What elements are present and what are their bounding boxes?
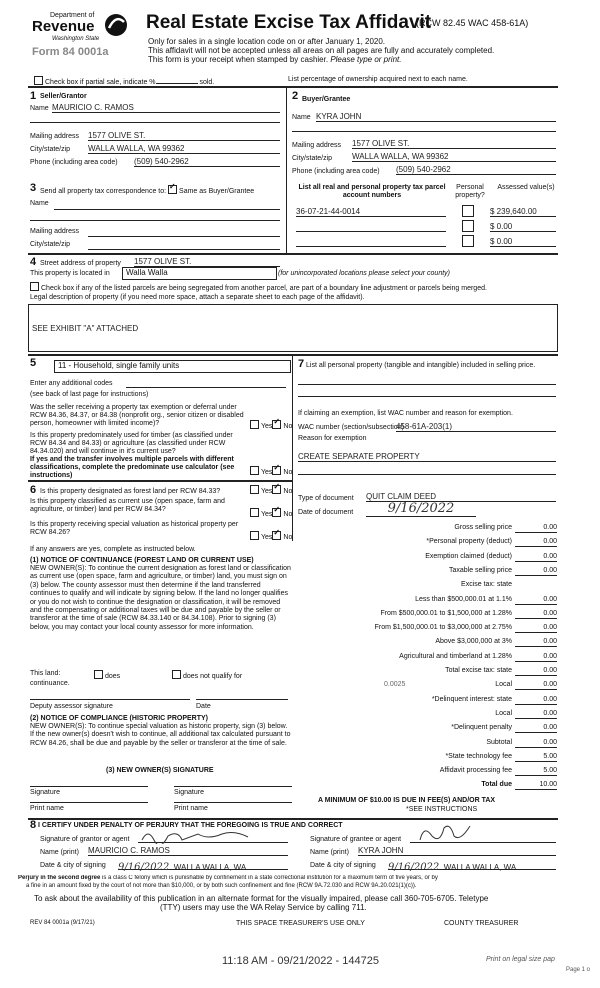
tax-row-value[interactable]: 0.00: [515, 538, 557, 547]
historic-no-checkbox[interactable]: [272, 531, 281, 540]
local-rate: 0.0025: [384, 681, 406, 688]
sec3-text: Send all property tax correspondence to: ✓ Same as Buyer/Grantee: [40, 185, 254, 196]
reason-label: Reason for exemption: [298, 435, 367, 442]
current-use-no-checkbox[interactable]: [272, 508, 281, 517]
q2-no-checkbox[interactable]: [272, 466, 281, 475]
exempt-label: If claiming an exemption, list WAC number and reason for exemption.: [298, 410, 513, 417]
parcel-acct-2[interactable]: [296, 222, 446, 232]
owner-print-label-2: Print name: [174, 805, 208, 812]
parcel-acct-3[interactable]: [296, 237, 446, 247]
tax-row-value[interactable]: 0.00: [515, 524, 557, 533]
seller-city-label: City/state/zip: [30, 146, 71, 153]
grantee-print-name[interactable]: KYRA JOHN: [358, 846, 556, 856]
tax-row-label: Less than $500,000.01 at 1.1%: [415, 596, 512, 603]
perjury-line2: a fine in an amount fixed by the court of not more than $10,000, or by both such confinement and fine (RCW 9A.72.030 and RCW 9A.20.021(1)(c)).: [26, 883, 417, 889]
sec6-q3-answer: Yes✓ No: [250, 531, 292, 542]
header-note1: Only for sales in a single location code on or after January 1, 2020.: [148, 37, 386, 46]
legal-description-box[interactable]: [28, 304, 558, 352]
form-number: Form 84 0001a: [32, 46, 109, 58]
tax-row-value[interactable]: 10.00: [515, 781, 557, 790]
form-rcw: (RCW 82.45 WAC 458-61A): [416, 18, 529, 28]
recording-stamp: 11:18 AM - 09/21/2022 - 144725: [222, 955, 379, 967]
tax-row-label: Local: [495, 681, 512, 688]
legal-description: SEE EXHIBIT "A" ATTACHED: [32, 324, 139, 333]
tax-row-label: *Personal property (deduct): [426, 538, 512, 545]
q1-yes-checkbox[interactable]: [250, 420, 259, 429]
sec3-mail-label: Mailing address: [30, 228, 80, 235]
perjury-line: Perjury in the second degree is a class C felony which is punishable by confinement in a state correctional institution for a maximum term of five years, or by: [18, 875, 438, 881]
q2-yes-checkbox[interactable]: [250, 466, 259, 475]
buyer-name-label: Name: [292, 114, 311, 121]
owner-signature-label-1: Signature: [30, 789, 60, 796]
tax-row-label: Total excise tax: state: [445, 667, 512, 674]
sec2-number: 2: [292, 90, 299, 102]
grantor-city: WALLA WALLA, WA: [173, 863, 247, 872]
located-label: This property is located in: [30, 270, 110, 277]
county-select[interactable]: Walla Walla: [122, 267, 277, 280]
tax-row-value[interactable]: 0.00: [515, 739, 557, 748]
incorp-note: (for unincorporated locations please select your county): [278, 270, 450, 277]
grantor-sig-label: Signature of grantor or agent: [40, 836, 130, 843]
minimum-notice: A MINIMUM OF $10.00 IS DUE IN FEE(S) AND/OR TAX: [318, 797, 496, 804]
wac-label: WAC number (section/subsection): [298, 424, 404, 431]
sec1-number: 1: [30, 90, 37, 102]
dor-logo-icon: [104, 12, 128, 38]
tax-row-label: *State technology fee: [445, 753, 512, 760]
seller-phone-label: Phone (including area code): [30, 159, 118, 166]
same-as-buyer-checkbox[interactable]: [168, 185, 177, 194]
sec4-number: 4: [30, 256, 37, 268]
sec6-q3: Is this property receiving special valuation as historical property per RCW 84.26?: [30, 521, 239, 536]
tax-row-value[interactable]: 0.00: [515, 553, 557, 562]
partial-sale-checkbox[interactable]: [34, 76, 43, 85]
doc-type-label: Type of document: [298, 495, 354, 502]
grantee-date-city[interactable]: [388, 857, 556, 873]
grantee-date: 9/16/2022: [388, 862, 440, 873]
header-note3: This form is your receipt when stamped by cashier. Please type or print.: [148, 55, 402, 64]
personal-checkbox-3[interactable]: [462, 235, 474, 247]
sec6-q2-answer: Yes✓ No: [250, 508, 292, 519]
tax-row-label: Subtotal: [486, 739, 512, 746]
sec5-number: 5: [30, 357, 37, 369]
codes-label: Enter any additional codes: [30, 380, 113, 387]
buyer-name[interactable]: KYRA JOHN: [316, 112, 556, 122]
codes-note: (see back of last page for instructions): [30, 391, 149, 398]
tax-row-label: Affidavit processing fee: [439, 767, 512, 774]
sec6-number: 6: [30, 484, 37, 496]
tax-row-value[interactable]: 5.00: [515, 753, 557, 762]
personal-checkbox-1[interactable]: [462, 205, 474, 217]
wac-number[interactable]: 458-61A-203(1): [396, 422, 556, 432]
buyer-mail[interactable]: 1577 OLIVE ST.: [352, 139, 556, 149]
personal-checkbox-2[interactable]: [462, 220, 474, 232]
partial-sale-row: Check box if partial sale, indicate % sold.: [34, 76, 214, 87]
sec6-q1: Is this property designated as forest land per RCW 84.33?: [40, 488, 221, 495]
tax-row-value[interactable]: 0.00: [515, 596, 557, 605]
seller-heading: Seller/Grantor: [40, 93, 87, 100]
grantee-city: WALLA WALLA, WA: [443, 863, 517, 872]
tax-row-value[interactable]: 0.00: [515, 610, 557, 619]
land-use-select[interactable]: 11 - Household, single family units: [54, 360, 291, 373]
parcel-value-2[interactable]: $ 0.00: [490, 222, 556, 232]
grantor-date: 9/16/2022: [118, 862, 170, 873]
sec3-name-label: Name: [30, 200, 49, 207]
tax-row-value[interactable]: 0.00: [515, 724, 557, 733]
notice1-heading: (1) NOTICE OF CONTINUANCE (FOREST LAND OR CURRENT USE): [30, 557, 254, 564]
sec5-q1-answer: Yes✓ No: [250, 420, 292, 431]
assessed-header: Assessed value(s): [497, 184, 555, 191]
does-checkbox[interactable]: [94, 670, 103, 679]
forest-no-checkbox[interactable]: [272, 485, 281, 494]
parcel-header: List all real and personal property tax parcel account numbers: [298, 184, 446, 199]
buyer-phone[interactable]: (509) 540-2962: [396, 165, 556, 175]
sec6-q2: Is this property classified as current use (open space, farm and agriculture, or timber) land per RCW 84.34?: [30, 498, 225, 513]
seller-city[interactable]: WALLA WALLA, WA 99362: [88, 144, 280, 154]
notice2-heading: (2) NOTICE OF COMPLIANCE (HISTORIC PROPERTY): [30, 715, 208, 722]
tax-row-label: Above $3,000,000 at 3%: [435, 638, 512, 645]
segregated-row: Check box if any of the listed parcels are being segregated from another parcel, are part of a boundary line adjustment or parcels being merged.: [30, 282, 487, 293]
grantee-date-label: Date & city of signing: [310, 862, 376, 869]
sec3-city-label: City/state/zip: [30, 241, 71, 248]
doc-date[interactable]: 9/16/2022: [366, 502, 476, 517]
grantor-date-label: Date & city of signing: [40, 862, 106, 869]
county-treasurer: COUNTY TREASURER: [444, 920, 519, 927]
sec5-q2b: If yes and the transfer involves multiple parcels with different classifications, complete the predominate use calculator (see instructions): [30, 456, 235, 479]
does-not-checkbox[interactable]: [172, 670, 181, 679]
buyer-phone-label: Phone (including area code): [292, 168, 380, 175]
parcel-acct-1[interactable]: 36-07-21-44-0014: [296, 207, 446, 217]
tax-row-label: Agricultural and timberland at 1.28%: [399, 653, 512, 660]
sec5-q1: Was the seller receiving a property tax exemption or deferral under RCW 84.36, 84.37, or 84.38 (nonprofit org., senior citizen or disabled person, homeowner with limited income)?: [30, 404, 244, 427]
deputy-label: Deputy assessor signature: [30, 703, 113, 710]
grantor-name-label: Name (print): [40, 849, 79, 856]
street-address[interactable]: 1577 OLIVE ST.: [134, 257, 280, 267]
street-label: Street address of property: [40, 260, 121, 267]
current-use-yes-checkbox[interactable]: [250, 508, 259, 517]
dept-line3: Washington State: [52, 36, 100, 42]
tty-line: (TTY) users may use the WA Relay Service by calling 711.: [160, 903, 367, 912]
grantor-date-city[interactable]: [118, 857, 288, 873]
see-instructions: *SEE INSTRUCTIONS: [406, 806, 478, 813]
grantee-name-label: Name (print): [310, 849, 349, 856]
deputy-date-label: Date: [196, 703, 211, 710]
seller-name[interactable]: MAURICIO C. RAMOS: [52, 103, 280, 113]
buyer-city-label: City/state/zip: [292, 155, 333, 162]
doc-type[interactable]: QUIT CLAIM DEED: [366, 492, 556, 502]
sec7-text: List all personal property (tangible and intangible) included in selling price.: [306, 362, 536, 369]
sec5-q2a: Is this property predominately used for timber (as classified under RCW 84.34 and 84.33) or agriculture (as classified under RCW 84.34.020) and will continue in it's current use?: [30, 432, 233, 455]
seller-mail[interactable]: 1577 OLIVE ST.: [88, 131, 280, 141]
tax-row-label: From $500,000.01 to $1,500,000 at 1.28%: [380, 610, 512, 617]
forest-yes-checkbox[interactable]: [250, 485, 259, 494]
seller-phone[interactable]: (509) 540-2962: [134, 157, 280, 167]
tax-row-value[interactable]: 0.00: [515, 710, 557, 719]
tax-row-value[interactable]: 5.00: [515, 767, 557, 776]
buyer-city[interactable]: WALLA WALLA, WA 99362: [352, 152, 556, 162]
dor-logo: [30, 12, 130, 66]
grantor-signature[interactable]: [138, 828, 288, 843]
buyer-heading: Buyer/Grantee: [302, 96, 351, 103]
sec7-number: 7: [298, 358, 305, 370]
sec6-ifany: If any answers are yes, complete as instructed below.: [30, 546, 196, 553]
doesnot-option: does not qualify for: [172, 670, 242, 681]
sec3-number: 3: [30, 182, 37, 194]
grantee-signature[interactable]: [410, 822, 556, 843]
tax-row-label: Local: [495, 710, 512, 717]
buyer-mail-label: Mailing address: [292, 142, 342, 149]
exemption-reason[interactable]: CREATE SEPARATE PROPERTY: [298, 452, 556, 462]
form-title: Real Estate Excise Tax Affidavit: [146, 12, 432, 33]
tax-row-value[interactable]: 0.00: [515, 624, 557, 633]
does-option: does: [94, 670, 120, 681]
tax-row-label: *Delinquent penalty: [451, 724, 512, 731]
tax-row-value[interactable]: 0.00: [515, 653, 557, 662]
tax-row-label: Excise tax: state: [461, 581, 512, 588]
segregated-checkbox[interactable]: [30, 282, 39, 291]
land-label: This land:: [30, 670, 61, 677]
dept-line2: Revenue: [32, 18, 95, 35]
ownership-note: List percentage of ownership acquired next to each name.: [288, 76, 468, 83]
dept-line1: Department of: [50, 12, 95, 19]
tax-row-value[interactable]: 0.00: [515, 638, 557, 647]
doc-date-label: Date of document: [298, 509, 354, 516]
rev-number: REV 84 0001a (9/17/21): [30, 920, 95, 926]
seller-name-label: Name: [30, 105, 49, 112]
tax-row-label: *Delinquent interest: state: [431, 696, 512, 703]
treasurer-use: THIS SPACE TREASURER'S USE ONLY: [236, 920, 365, 927]
availability-line: To ask about the availability of this publication in an alternate format for the visually impaired, please call 360-705-6705. Teletype: [34, 894, 489, 903]
tax-row-label: Total due: [481, 781, 512, 788]
historic-yes-checkbox[interactable]: [250, 531, 259, 540]
owner-signature-label-2: Signature: [174, 789, 204, 796]
notice2-body: NEW OWNER(S): To continue special valuation as historic property, sign (3) below. If the new owner(s) doesn't wish to continue, all additional tax calculated pursuant to RCW 84.26, shall be due and payable by the seller or transferor at the time of sale.: [30, 723, 291, 747]
notice1-body: NEW OWNER(S): To continue the current designation as forest land or classification as current use (open space, farm and agriculture, or timber) land, you must sign on (3) below. The county assessor must then determine if the land transferred continues to qualify and will indicate by signing below. If the land no longer qualifies or you do not wish to continue the designation or classification, it will be removed and the compensating or additional taxes will be due and payable by the seller or transferor at the time of sale (RCW 84.33.140 or 84.34.108). Prior to signing (3) below, you may contact your local county assessor for more information.: [30, 565, 291, 631]
seller-mail-label: Mailing address: [30, 133, 80, 140]
parcel-value-1[interactable]: $ 239,640.00: [490, 207, 556, 217]
sec6-q1-answer: Yes✓ No: [250, 485, 292, 496]
parcel-value-3[interactable]: $ 0.00: [490, 237, 556, 247]
notice3-heading: (3) NEW OWNER(S) SIGNATURE: [106, 767, 214, 774]
tax-row-value[interactable]: 0.00: [515, 696, 557, 705]
tax-row-label: From $1,500,000.01 to $3,000,000 at 2.75%: [374, 624, 512, 631]
tax-row-value[interactable]: 0.00: [515, 667, 557, 676]
tax-row-value[interactable]: 0.00: [515, 567, 557, 576]
certify-text: I CERTIFY UNDER PENALTY OF PERJURY THAT THE FOREGOING IS TRUE AND CORRECT: [38, 822, 343, 829]
tax-row-value[interactable]: 0.00: [515, 681, 557, 690]
page-number: Page 1 o: [566, 967, 591, 973]
grantee-sig-label: Signature of grantee or agent: [310, 836, 402, 843]
grantor-print-name[interactable]: MAURICIO C. RAMOS: [88, 846, 288, 856]
tax-row-label: Taxable selling price: [448, 567, 512, 574]
tax-row-label: Gross selling price: [454, 524, 512, 531]
sec5-q2-answer: Yes✓ No: [250, 466, 292, 477]
tax-row-label: Exemption claimed (deduct): [425, 553, 512, 560]
q1-no-checkbox[interactable]: [272, 420, 281, 429]
personal-header: Personal property?: [455, 184, 485, 199]
print-on-legal: Print on legal size pap: [486, 956, 555, 963]
sec8-number: 8: [30, 819, 37, 831]
continuance-label: continuance.: [30, 680, 70, 687]
header-note2: This affidavit will not be accepted unless all areas on all pages are fully and accurately completed.: [148, 46, 495, 55]
legal-label: Legal description of property (if you need more space, attach a separate sheet to each page of the affidavit).: [30, 294, 365, 301]
owner-print-label-1: Print name: [30, 805, 64, 812]
